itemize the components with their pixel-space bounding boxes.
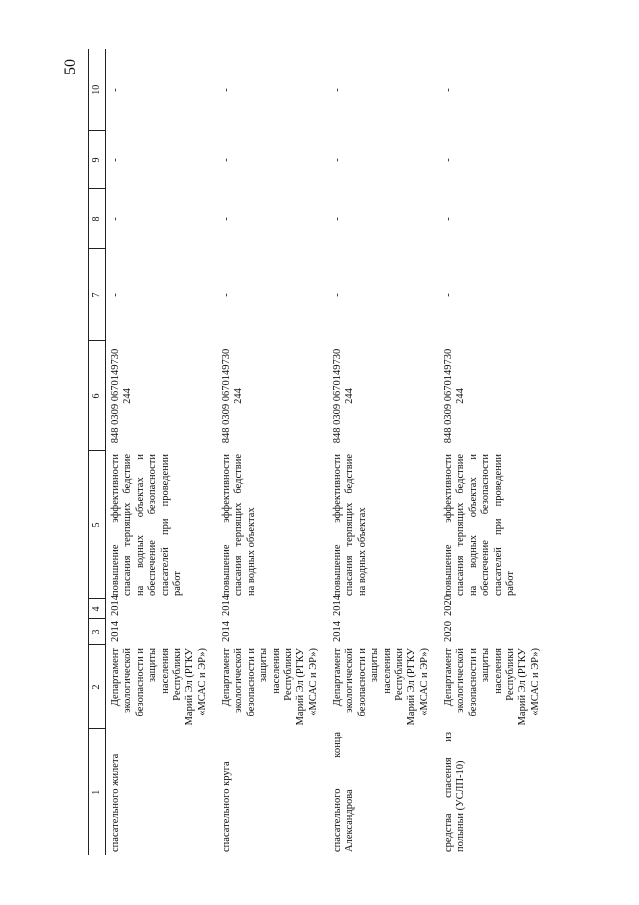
cell-10: -	[221, 88, 232, 92]
measure-name: спасательного конца Александрова	[332, 732, 356, 852]
table-row	[439, 49, 550, 855]
cell-7: -	[221, 293, 232, 297]
cell-8: -	[110, 217, 121, 221]
cell-10: -	[443, 88, 454, 92]
column-header: 9	[89, 131, 106, 189]
column-header: 2	[89, 645, 106, 729]
column-header: 7	[89, 249, 106, 341]
cell-8: -	[332, 217, 343, 221]
expected-result: повышение эффективности спасания терпящих бедствие на водных объектах	[221, 454, 257, 596]
column-header: 5	[89, 451, 106, 599]
start-year: 2014	[332, 621, 343, 642]
cell-9: -	[221, 158, 232, 162]
responsible-executor: Департамент экологической безопасности и защиты населения Республики Марий Эл (РГКУ «МСАС и ЭР»)	[443, 648, 541, 726]
budget-code: 848 0309 0670149730 244	[221, 348, 245, 444]
measure-name: спасательного круга	[221, 761, 232, 852]
program-table	[88, 49, 550, 855]
budget-code: 848 0309 0670149730 244	[443, 348, 467, 444]
column-header: 10	[89, 49, 106, 131]
measure-name: средства спасения из полыньи (УСЛП-10)	[443, 732, 467, 852]
budget-code: 848 0309 0670149730 244	[110, 348, 134, 444]
column-header: 4	[89, 599, 106, 619]
end-year: 2014	[332, 595, 343, 616]
measure-name: спасательного жилета	[110, 753, 121, 852]
start-year: 2014	[221, 621, 232, 642]
column-header: 8	[89, 189, 106, 249]
column-header: 6	[89, 341, 106, 451]
start-year: 2014	[110, 621, 121, 642]
table-row	[217, 49, 328, 855]
cell-9: -	[332, 158, 343, 162]
end-year: 2014	[110, 595, 121, 616]
cell-9: -	[443, 158, 454, 162]
responsible-executor: Департамент экологической безопасности и защиты населения Республики Марий Эл (РГКУ «МСАС и ЭР»)	[332, 648, 430, 726]
expected-result: повышение эффективности спасания терпящих бедствие на водных объектах	[332, 454, 368, 596]
cell-7: -	[443, 293, 454, 297]
table-header	[89, 49, 106, 855]
cell-7: -	[110, 293, 121, 297]
column-header: 3	[89, 619, 106, 645]
page-number: 50	[62, 59, 79, 75]
cell-7: -	[332, 293, 343, 297]
budget-code: 848 0309 0670149730 244	[332, 348, 356, 444]
table-row	[328, 49, 439, 855]
responsible-executor: Департамент экологической безопасности и защиты населения Республики Марий Эл (РГКУ «МСАС и ЭР»)	[221, 648, 319, 726]
cell-9: -	[110, 158, 121, 162]
responsible-executor: Департамент экологической безопасности и защиты населения Республики Марий Эл (РГКУ «МСАС и ЭР»)	[110, 648, 208, 726]
column-header: 1	[89, 729, 106, 855]
end-year: 2014	[221, 595, 232, 616]
cell-10: -	[332, 88, 343, 92]
cell-10: -	[110, 88, 121, 92]
cell-8: -	[443, 217, 454, 221]
expected-result: повышение эффективности спасания терпящих бедствие на водных объектах и обеспечение безопасности спасателей при проведении работ	[443, 454, 516, 596]
cell-8: -	[221, 217, 232, 221]
end-year: 2020	[443, 595, 454, 616]
start-year: 2020	[443, 621, 454, 642]
expected-result: повышение эффективности спасания терпящих бедствие на водных объектах и обеспечение безопасности спасателей при проведении работ	[110, 454, 183, 596]
table-row	[106, 49, 218, 855]
